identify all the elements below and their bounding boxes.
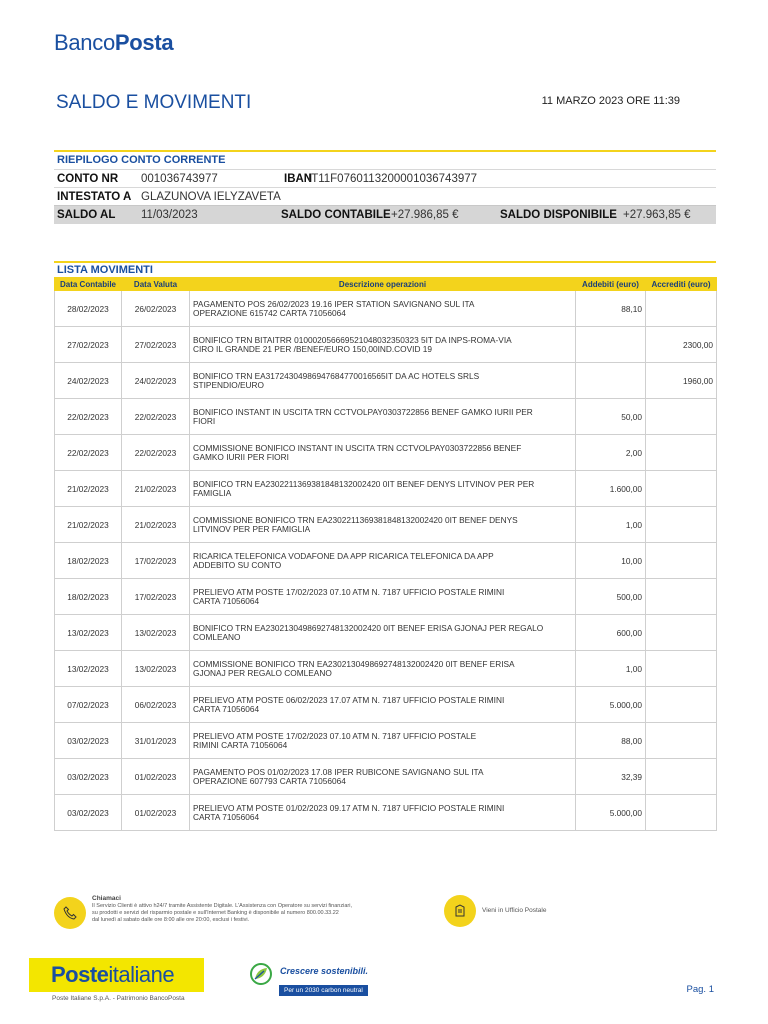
account-summary	[54, 150, 716, 224]
description-line: BONIFICO TRN EA2302211369381848132002420 0IT BENEF DENYS LITVINOV PER PER	[193, 478, 535, 489]
debit-amount: 1,00	[576, 651, 646, 687]
value-date: 31/01/2023	[122, 723, 190, 759]
balance-date-label: SALDO AL	[57, 209, 116, 221]
booking-date: 28/02/2023	[55, 291, 122, 327]
table-row	[55, 471, 717, 507]
credit-amount	[646, 435, 717, 471]
value-date: 06/02/2023	[122, 687, 190, 723]
debit-amount: 2,00	[576, 435, 646, 471]
debit-amount: 600,00	[576, 615, 646, 651]
table-row	[55, 327, 717, 363]
contact-line: su prodotti e servizi del risparmio postale e sull'Internet Banking è disponibile al numero 800.00.33.22	[92, 910, 339, 916]
debit-amount: 500,00	[576, 579, 646, 615]
debit-amount: 88,10	[576, 291, 646, 327]
table-row	[55, 687, 717, 723]
description	[190, 795, 576, 831]
description-line: PRELIEVO ATM POSTE 17/02/2023 07.10 ATM N. 7187 UFFICIO POSTALE RIMINI	[193, 586, 505, 597]
description	[190, 615, 576, 651]
book-balance-value: +27.986,85 €	[391, 209, 459, 221]
debit-amount: 88,00	[576, 723, 646, 759]
description	[190, 399, 576, 435]
post-office-text: Vieni in Ufficio Postale	[482, 907, 547, 914]
description	[190, 651, 576, 687]
column-header: Data Contabile	[55, 278, 122, 291]
booking-date: 03/02/2023	[55, 723, 122, 759]
available-balance-value: +27.963,85 €	[623, 209, 691, 221]
table-row	[55, 795, 717, 831]
debit-amount: 10,00	[576, 543, 646, 579]
debit-amount: 50,00	[576, 399, 646, 435]
description-line: GJONAJ PER REGALO COMLEANO	[193, 667, 332, 678]
description-line: COMMISSIONE BONIFICO INSTANT IN USCITA TRN CCTVOLPAY0303722856 BENEF	[193, 442, 522, 453]
value-date: 24/02/2023	[122, 363, 190, 399]
value-date: 21/02/2023	[122, 471, 190, 507]
description-line: ADDEBITO SU CONTO	[193, 559, 282, 570]
table-row	[55, 651, 717, 687]
account-number-label: CONTO NR	[57, 172, 119, 185]
summary-section-title: RIEPILOGO CONTO CORRENTE	[54, 150, 716, 169]
description-line: RICARICA TELEFONICA VODAFONE DA APP RICARICA TELEFONICA DA APP	[193, 550, 494, 561]
description-line: OPERAZIONE 615742 CARTA 71056064	[193, 307, 346, 318]
column-header: Accrediti (euro)	[646, 278, 717, 291]
transactions-section-title: LISTA MOVIMENTI	[54, 261, 716, 277]
phone-icon	[54, 897, 86, 929]
contact-text	[92, 895, 432, 924]
booking-date: 27/02/2023	[55, 327, 122, 363]
debit-amount: 1,00	[576, 507, 646, 543]
page-number: Pag. 1	[686, 984, 714, 995]
sustainability-leaf-icon	[249, 962, 273, 991]
description	[190, 435, 576, 471]
description-line: PAGAMENTO POS 01/02/2023 17.08 IPER RUBICONE SAVIGNANO SUL ITA	[193, 766, 484, 777]
booking-date: 03/02/2023	[55, 759, 122, 795]
description-line: CARTA 71056064	[193, 703, 260, 714]
description-line: CARTA 71056064	[193, 595, 260, 606]
booking-date: 22/02/2023	[55, 435, 122, 471]
booking-date: 13/02/2023	[55, 615, 122, 651]
description	[190, 687, 576, 723]
description	[190, 291, 576, 327]
booking-date: 18/02/2023	[55, 579, 122, 615]
description-line: CARTA 71056064	[193, 811, 260, 822]
description	[190, 723, 576, 759]
holder-label: INTESTATO A	[57, 190, 132, 203]
credit-amount	[646, 543, 717, 579]
contact-line: dal lunedì al sabato dalle ore 8:00 alle ore 20:00, esclusi i festivi.	[92, 917, 250, 923]
bancoposta-logo: BancoPosta	[54, 30, 174, 55]
post-office-icon	[444, 895, 476, 927]
credit-amount: 2300,00	[646, 327, 717, 363]
description	[190, 327, 576, 363]
booking-date: 24/02/2023	[55, 363, 122, 399]
booking-date: 21/02/2023	[55, 471, 122, 507]
table-row	[55, 615, 717, 651]
description	[190, 507, 576, 543]
description-line: BONIFICO INSTANT IN USCITA TRN CCTVOLPAY0303722856 BENEF GAMKO IURII PER	[193, 406, 533, 417]
debit-amount	[576, 327, 646, 363]
company-subtitle: Poste Italiane S.p.A. - Patrimonio BancoPosta	[52, 995, 185, 1002]
account-number-value: 001036743977	[141, 172, 218, 185]
credit-amount	[646, 759, 717, 795]
credit-amount	[646, 687, 717, 723]
value-date: 13/02/2023	[122, 615, 190, 651]
sustainability-title: Crescere sostenibili.	[280, 966, 369, 976]
table-row	[55, 363, 717, 399]
booking-date: 21/02/2023	[55, 507, 122, 543]
debit-amount	[576, 363, 646, 399]
table-header-row	[55, 278, 717, 291]
description-line: FIORI	[193, 415, 216, 426]
value-date: 01/02/2023	[122, 795, 190, 831]
credit-amount	[646, 291, 717, 327]
debit-amount: 5.000,00	[576, 687, 646, 723]
description-line: BONIFICO TRN EA2302130498692748132002420 0IT BENEF ERISA GJONAJ PER REGALO	[193, 622, 544, 633]
debit-amount: 5.000,00	[576, 795, 646, 831]
posteitaliane-logo: Poste italiane	[29, 958, 204, 992]
table-row	[55, 507, 717, 543]
balance-date-value: 11/03/2023	[141, 209, 198, 221]
credit-amount	[646, 507, 717, 543]
contact-info	[54, 893, 716, 933]
value-date: 22/02/2023	[122, 435, 190, 471]
credit-amount	[646, 651, 717, 687]
description-line: PRELIEVO ATM POSTE 17/02/2023 07.10 ATM N. 7187 UFFICIO POSTALE	[193, 730, 477, 741]
value-date: 21/02/2023	[122, 507, 190, 543]
credit-amount	[646, 615, 717, 651]
table-row	[55, 435, 717, 471]
table-row	[55, 759, 717, 795]
description	[190, 543, 576, 579]
credit-amount	[646, 471, 717, 507]
transactions-table	[54, 277, 717, 831]
booking-date: 13/02/2023	[55, 651, 122, 687]
table-row	[55, 543, 717, 579]
description-line: BONIFICO TRN BITAITRR 010002056669521048032350323 5IT DA INPS-ROMA-VIA	[193, 334, 512, 345]
iban-value: IT11F0760113200001036743977	[308, 172, 478, 185]
description-line: CIRO IL GRANDE 21 PER /BENEF/EURO 150,00IND.COVID 19	[193, 343, 432, 354]
description-line: FAMIGLIA	[193, 487, 232, 498]
description-line: BONIFICO TRN EA31724304986947684770016565IT DA AC HOTELS SRLS	[193, 370, 480, 381]
description-line: COMMISSIONE BONIFICO TRN EA2302211369381848132002420 0IT BENEF DENYS	[193, 514, 518, 525]
description-line: OPERAZIONE 607793 CARTA 71056064	[193, 775, 346, 786]
description-line: PAGAMENTO POS 26/02/2023 19.16 IPER STATION SAVIGNANO SUL ITA	[193, 298, 475, 309]
table-row	[55, 399, 717, 435]
carbon-badge: Per un 2030 carbon neutral	[279, 985, 368, 996]
description-line: COMLEANO	[193, 631, 241, 642]
description	[190, 759, 576, 795]
description-line: COMMISSIONE BONIFICO TRN EA2302130498692748132002420 0IT BENEF ERISA	[193, 658, 515, 669]
iban-label: IBAN	[284, 172, 313, 185]
value-date: 17/02/2023	[122, 579, 190, 615]
description-line: GAMKO IURII PER FIORI	[193, 451, 289, 462]
credit-amount	[646, 795, 717, 831]
book-balance-label: SALDO CONTABILE	[281, 209, 391, 221]
debit-amount: 1.600,00	[576, 471, 646, 507]
page-title: SALDO E MOVIMENTI	[56, 92, 252, 113]
booking-date: 22/02/2023	[55, 399, 122, 435]
value-date: 01/02/2023	[122, 759, 190, 795]
credit-amount	[646, 579, 717, 615]
description-line: LITVINOV PER PER FAMIGLIA	[193, 523, 311, 534]
holder-row	[54, 187, 716, 205]
value-date: 26/02/2023	[122, 291, 190, 327]
description-line: STIPENDIO/EURO	[193, 379, 264, 390]
description-line: PRELIEVO ATM POSTE 01/02/2023 09.17 ATM N. 7187 UFFICIO POSTALE RIMINI	[193, 802, 505, 813]
booking-date: 18/02/2023	[55, 543, 122, 579]
credit-amount: 1960,00	[646, 363, 717, 399]
value-date: 27/02/2023	[122, 327, 190, 363]
report-date: 11 MARZO 2023 ORE 11:39	[541, 95, 680, 107]
available-balance-label: SALDO DISPONIBILE	[500, 209, 617, 221]
value-date: 17/02/2023	[122, 543, 190, 579]
table-row	[55, 723, 717, 759]
debit-amount: 32,39	[576, 759, 646, 795]
booking-date: 03/02/2023	[55, 795, 122, 831]
column-header: Addebiti (euro)	[576, 278, 646, 291]
booking-date: 07/02/2023	[55, 687, 122, 723]
credit-amount	[646, 399, 717, 435]
description	[190, 579, 576, 615]
description	[190, 363, 576, 399]
description-line: RIMINI CARTA 71056064	[193, 739, 288, 750]
credit-amount	[646, 723, 717, 759]
transactions-section	[54, 261, 716, 831]
holder-value: GLAZUNOVA IELYZAVETA	[141, 190, 281, 203]
account-number-row	[54, 169, 716, 187]
value-date: 13/02/2023	[122, 651, 190, 687]
description-line: PRELIEVO ATM POSTE 06/02/2023 17.07 ATM N. 7187 UFFICIO POSTALE RIMINI	[193, 694, 505, 705]
contact-title: Chiamaci	[92, 895, 121, 902]
table-row	[55, 579, 717, 615]
value-date: 22/02/2023	[122, 399, 190, 435]
balance-row	[54, 205, 716, 224]
column-header: Data Valuta	[122, 278, 190, 291]
table-row	[55, 291, 717, 327]
contact-line: Il Servizio Clienti è attivo h24/7 tramite Assistente Digitale. L'Assistenza con Operatore su servizi finanziari,	[92, 903, 352, 909]
column-header: Descrizione operazioni	[190, 278, 576, 291]
description	[190, 471, 576, 507]
